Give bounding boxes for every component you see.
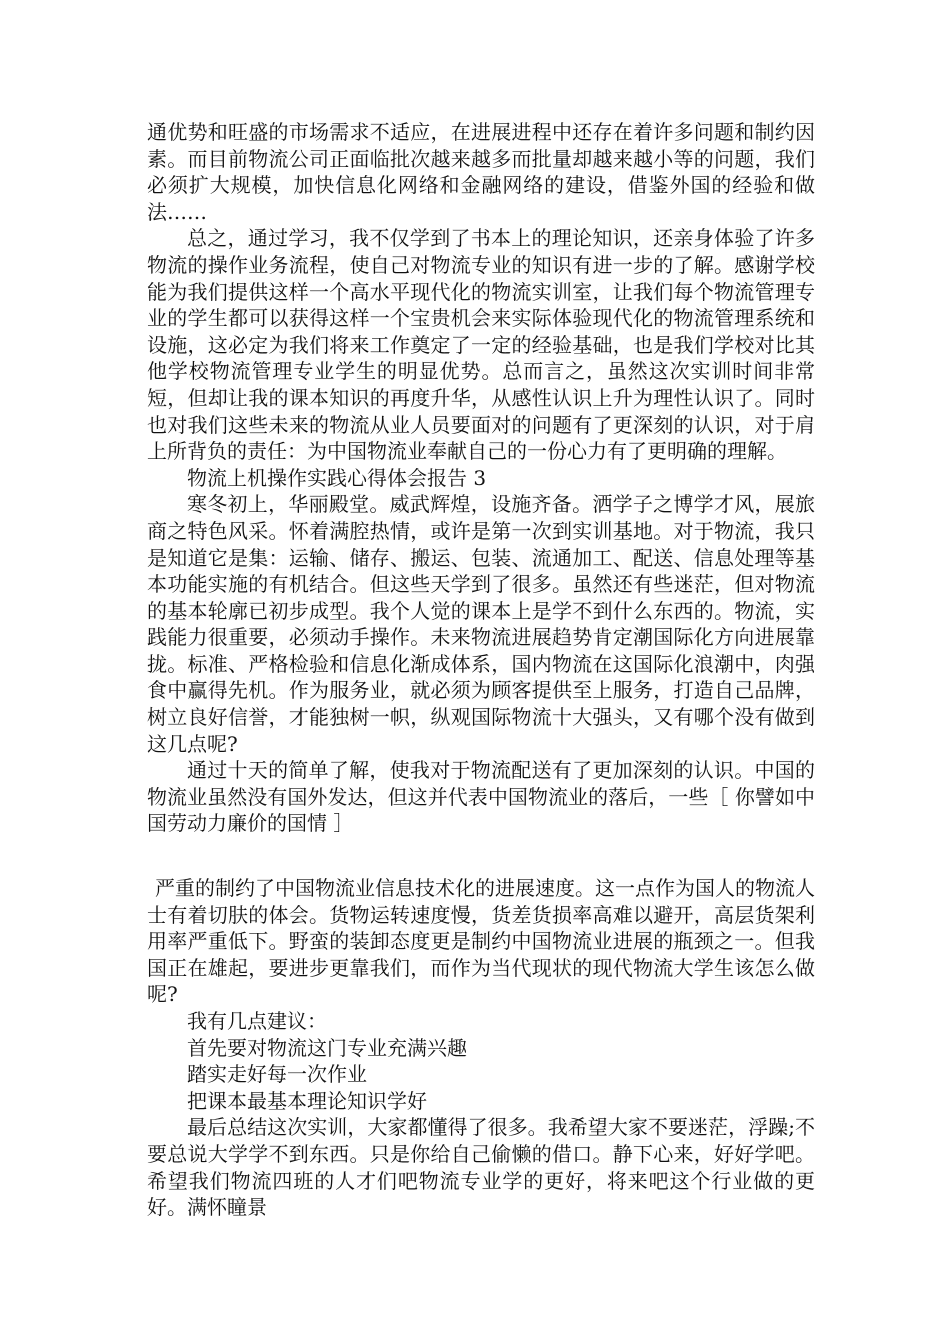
- paragraph-winter: 寒冬初上，华丽殿堂。威武辉煌，设施齐备。洒学子之博学才风，展旅商之特色风采。怀着满腔热情，或许是第一次到实训基地。对于物流，我只是知道它是集：运输、储存、搬运、包装、流通加工、配送、信息处理等基本功能实施的有机结合。但这些天学到了很多。虽然还有些迷茫，但对物流的基本轮廓已初步成型。我个人觉的课本上是学不到什么东西的。物流，实践能力很重要，必须动手操作。未来物流进展趋势肯定潮国际化方向进展靠拢。标准、严格检验和信息化渐成体系，国内物流在这国际化浪潮中，肉强食中赢得先机。作为服务业，就必须为顾客提供至上服务，打造自己品牌，树立良好信誉，才能独树一帜，纵观国际物流十大强头，又有哪个没有做到这几点呢?: [147, 492, 815, 756]
- paragraph-gap: [147, 837, 815, 875]
- paragraph-conclusion: 最后总结这次实训，大家都懂得了很多。我希望大家不要迷茫，浮躁;不要总说大学学不到东西。只是你给自己偷懒的借口。静下心来，好好学吧。希望我们物流四班的人才们吧物流专业学的更好，将来吧这个行业做的更好。满怀瞳景: [147, 1115, 815, 1220]
- paragraph-continuation: 通优势和旺盛的市场需求不适应，在进展进程中还存在着许多问题和制约因素。而目前物流公司正面临批次越来越多而批量却越来越小等的问题，我们必须扩大规模，加快信息化网络和金融网络的建设，借鉴外国的经验和做法……: [147, 120, 815, 224]
- paragraph-ten-days: 通过十天的简单了解，使我对于物流配送有了更加深刻的认识。中国的物流业虽然没有国外发达，但这并代表中国物流业的落后，一些［ 你譬如中国劳动力廉价的国情 ］: [147, 758, 815, 836]
- suggestion-intro: 我有几点建议：: [187, 1009, 327, 1033]
- section-heading: 物流上机操作实践心得体会报告 3: [187, 465, 487, 490]
- document-page: [147, 119, 815, 1221]
- suggestion-item: 首先要对物流这门专业充满兴趣: [187, 1035, 467, 1060]
- suggestion-item: 踏实走好每一次作业: [187, 1062, 367, 1087]
- paragraph-constraint: 严重的制约了中国物流业信息技术化的进展速度。这一点作为国人的物流人士有着切肤的体会。货物运转速度慢，货差货损率高难以避开，高层货架利用率严重低下。野蛮的装卸态度更是制约中国物流业进展的瓶颈之一。但我国正在雄起，要进步更靠我们，而作为当代现状的现代物流大学生该怎么做呢?: [147, 876, 815, 1007]
- paragraph-summary: 总之，通过学习，我不仅学到了书本上的理论知识，还亲身体验了许多物流的操作业务流程，使自己对物流专业的知识有进一步的了解。感谢学校能为我们提供这样一个高水平现代化的物流实训室，让我们每个物流管理专业的学生都可以获得这样一个宝贵机会来实际体验现代化的物流管理系统和设施，这必定为我们将来工作奠定了一定的经验基础，也是我们学校对比其他学校物流管理专业学生的明显优势。总而言之，虽然这次实训时间非常短，但却让我的课本知识的再度升华，从感性认识上升为理性认识了。同时也对我们这些未来的物流从业人员要面对的问题有了更深刻的认识，对于肩上所背负的责任：为中国物流业奉献自己的一份心力有了更明确的理解。: [147, 226, 815, 464]
- suggestion-item: 把课本最基本理论知识学好: [187, 1088, 427, 1113]
